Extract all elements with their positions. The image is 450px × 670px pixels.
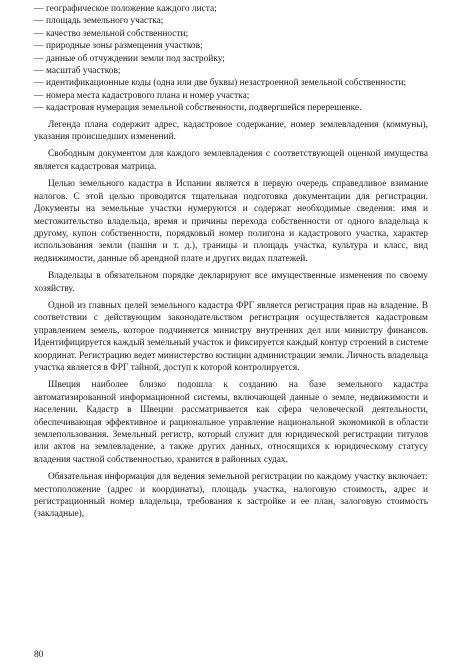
spain-paragraph: Целью земельного кадастра в Испании является в первую очередь справедливое взимание налогов. С этой целью проводится тщательная подготовка документации для регистрации. Документы на земельные участки нумеруются и содержат необходимые сведения: имя и местожительство владельца, время и причины перехода собственности от одного владельца к другому, купон собственности, порядковый номер полигона и кадастрового участка, характер использования земли (пашня и т. д.), границы и площадь участка, культура и класс, вид недвижимости, данные об арендной плате и других видах платежей.	[34, 179, 428, 264]
list-item: — идентификационные коды (одна или две буквы) незастроенной земельной собственности;	[34, 77, 428, 89]
germany-paragraph: Одной из главных целей земельного кадастра ФРГ является регистрация прав на владение. В соответствии с действующим законодательством регистрация осуществляется кадастровым управлением земель, которое подчиняется министру внутренних дел или министру финансов. Идентифицируется каждый земельный участок и фиксируется каждый контур строений в системе координат. Регистрацию ведет министерство юстиции администрации земли. Личность владельца участка является в ФРГ тайной, доступ к которой контролируется.	[34, 300, 428, 373]
list-item: — масштаб участков;	[34, 65, 428, 77]
list-item: — номера места кадастрового плана и номер участка;	[34, 90, 428, 102]
owners-paragraph: Владельцы в обязательном порядке декларируют все имущественные изменения по своему хозяйству.	[34, 271, 428, 294]
sweden-paragraph: Швеция наиболее близко подошла к созданию на базе земельного кадастра автоматизированной информационной системы, включающей данные о земле, недвижимости и населении. Кадастр в Швеции рассматривается как сфера человеческой деятельности, обеспечивающая эффективное и рациональное управление национальной экономикой в области землепользования. Земельный регистр, который служит для юридической регистрации титулов или актов на землевладение, а также других данных, относящихся к юридическому статусу владения частной собственностью, хранится в районных судах.	[34, 380, 428, 465]
legend-paragraph: Легенда плана содержит адрес, кадастровое содержание, номер землевладения (коммуны), указания происшедших изменений.	[34, 119, 428, 143]
list-item: — качество земельной собственности;	[34, 28, 428, 40]
cadastre-contents-list	[34, 3, 428, 115]
list-item: — кадастровая нумерация земельной собственности, подвергшейся перерешенке.	[34, 102, 428, 114]
required-info-paragraph: Обязательная информация для ведения земельной регистрации по каждому участку включает: местоположение (адрес и координаты), площадь участка, налоговую стоимость, адрес и регистрационный номер владельца, требования к застройке и ее план, залоговую стоимость (закладные),	[34, 472, 428, 520]
list-item: — площадь земельного участка;	[34, 15, 428, 27]
list-item: — географическое положение каждого листа;	[34, 3, 428, 15]
matrix-paragraph: Свободным документом для каждого землевладения с соответствующей оценкой имущества является кадастровая матрица.	[34, 149, 428, 172]
page-number: 80	[34, 650, 44, 660]
list-item: — природные зоны размещения участков;	[34, 40, 428, 52]
list-item: — данные об отчуждении земли под застройку;	[34, 53, 428, 65]
